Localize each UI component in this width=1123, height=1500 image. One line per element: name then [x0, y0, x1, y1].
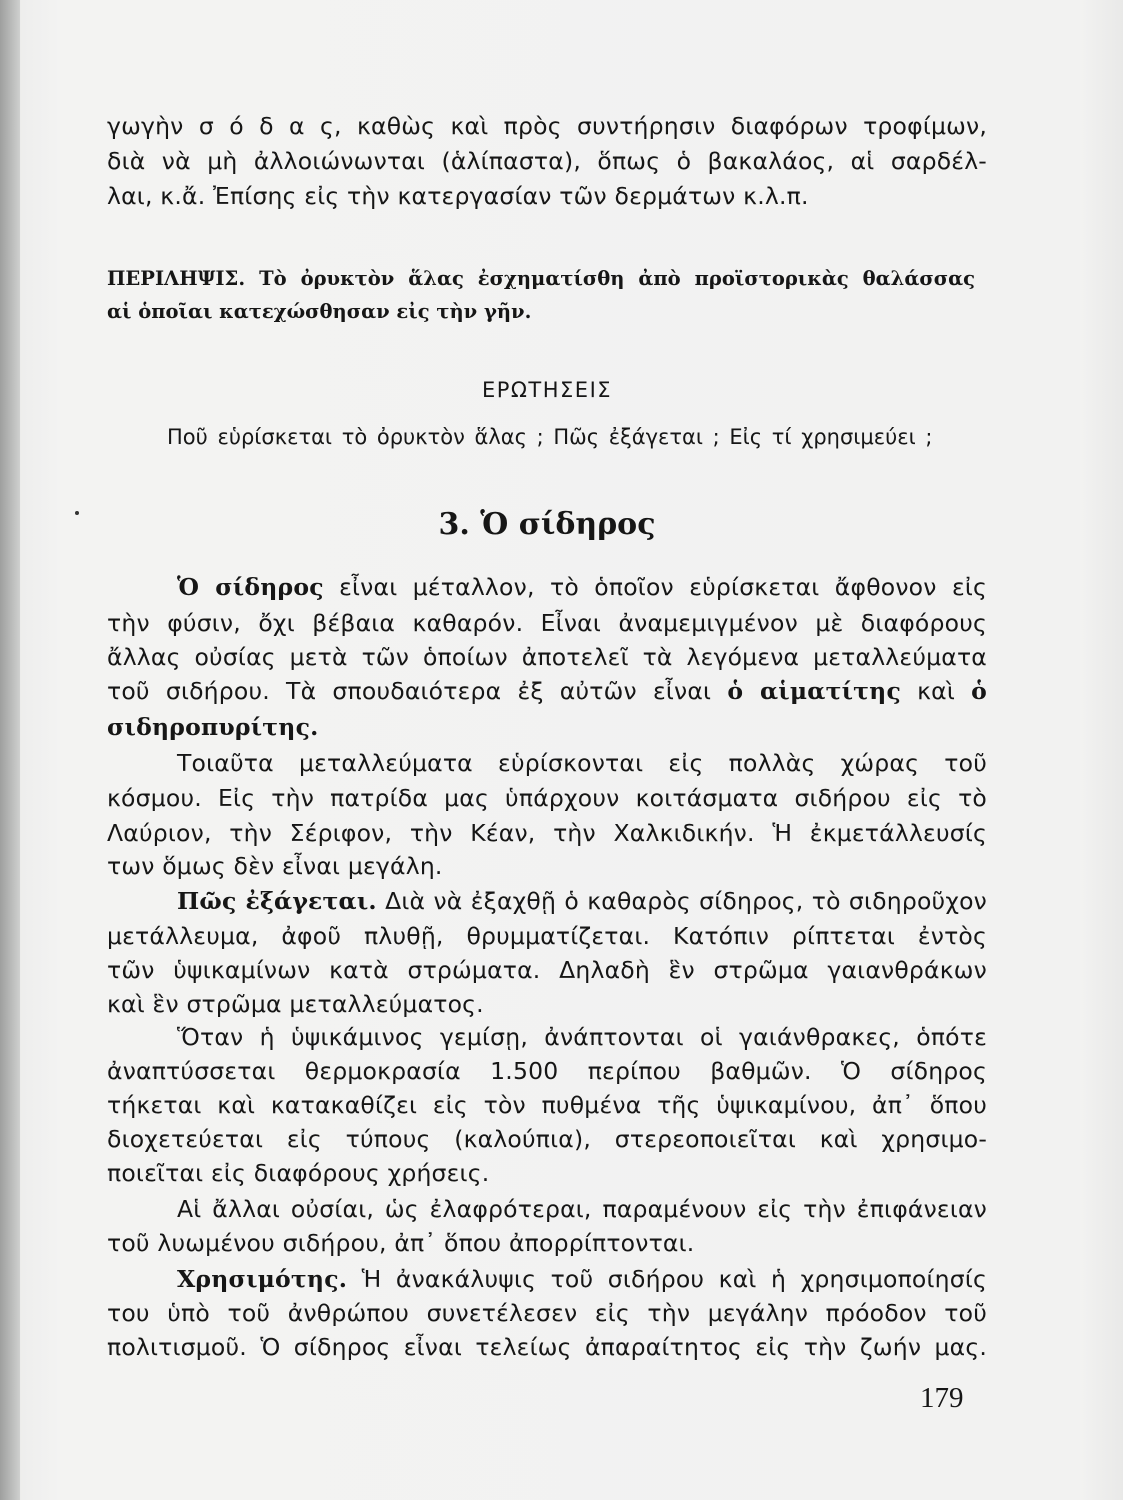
text-span: εἶναι μέταλλον, τὸ ὁποῖον εὑρίσκεται ἄφθονον εἰς — [339, 573, 988, 601]
text-line: Λαύριον, τὴν Σέριφον, τὴν Κέαν, τὴν Χαλκιδικήν. Ἡ ἐκμετάλλευσίς — [107, 819, 987, 847]
text-line: γωγὴν σ ό δ α ς, καθὼς καὶ πρὸς συντήρησιν διαφόρων τροφίμων, — [107, 112, 987, 140]
text-line: κόσμου. Εἰς τὴν πατρίδα μας ὑπάρχουν κοιτάσματα σιδήρου εἰς τὸ — [107, 784, 987, 812]
page-number: 179 — [920, 1382, 964, 1414]
text-line: καὶ ἓν στρῶμα μεταλλεύματος. — [107, 990, 484, 1018]
text-line: Αἱ ἄλλαι οὐσίαι, ὡς ἐλαφρότεραι, παραμένουν εἰς τὴν ἐπιφάνειαν — [177, 1195, 987, 1223]
summary-line — [107, 267, 975, 290]
text-line: πολιτισμοῦ. Ὁ σίδηρος εἶναι τελείως ἀπαραίτητος εἰς τὴν ζωήν μας. — [107, 1333, 987, 1361]
text-line: Τοιαῦτα μεταλλεύματα εὑρίσκονται εἰς πολλὰς χώρας τοῦ — [177, 749, 987, 777]
text-line: λαι, κ.ἄ. Ἐπίσης εἰς τὴν κατεργασίαν τῶν δερμάτων κ.λ.π. — [107, 182, 809, 210]
text-line: ἄλλας οὐσίας μετὰ τῶν ὁποίων ἀποτελεῖ τὰ λεγόμενα μεταλλεύματα — [107, 643, 987, 671]
text-span: Ἡ ἀνακάλυψις τοῦ σιδήρου καὶ ἡ χρησιμοποίησίς — [361, 1265, 987, 1293]
text-line: διὰ νὰ μὴ ἀλλοιώνωνται (ἁλίπαστα), ὅπως ὁ βακαλάος, αἱ σαρδέλ- — [107, 147, 987, 175]
text-span: καὶ — [917, 677, 956, 705]
text-line: τήκεται καὶ κατακαθίζει εἰς τὸν πυθμένα τῆς ὑψικαμίνου, ἀπ᾽ ὅπου — [107, 1091, 987, 1119]
book-gutter — [0, 0, 20, 1500]
questions-heading: ΕΡΩΤΗΣΕΙΣ — [481, 378, 613, 402]
text-line: τοῦ λυωμένου σιδήρου, ἀπ᾽ ὅπου ἀπορρίπτονται. — [107, 1229, 695, 1257]
text-line — [107, 677, 987, 705]
text-line — [177, 573, 987, 601]
bold-term: Ὁ σίδηρος — [177, 573, 324, 601]
summary-label: ΠΕΡΙΛΗΨΙΣ. — [107, 267, 246, 290]
chapter-title: 3. Ὁ σίδηρος — [438, 507, 656, 542]
ink-speck — [75, 511, 79, 515]
text-line: του ὑπὸ τοῦ ἀνθρώπου συνετέλεσεν εἰς τὴν μεγάλην πρόοδον τοῦ — [107, 1299, 987, 1327]
text-line: τὴν φύσιν, ὄχι βέβαια καθαρόν. Εἶναι ἀναμεμιγμένον μὲ διαφόρους — [107, 609, 987, 637]
text-line: ἀναπτύσσεται θερμοκρασία 1.500 περίπου βαθμῶν. Ὁ σίδηρος — [107, 1057, 987, 1085]
text-span: τοῦ σιδήρου. Τὰ σπουδαιότερα ἐξ αὐτῶν εἶναι — [107, 677, 712, 705]
text-line: των ὅμως δὲν εἶναι μεγάλη. — [107, 852, 443, 880]
text-line — [177, 1265, 987, 1293]
bold-term: ὁ — [971, 677, 988, 705]
text-line: Ὅταν ἡ ὑψικάμινος γεμίσῃ, ἀνάπτονται οἱ γαιάνθρακες, ὁπότε — [177, 1023, 987, 1051]
text-line: ποιεῖται εἰς διαφόρους χρήσεις. — [107, 1159, 490, 1187]
text-line — [107, 713, 987, 741]
bold-term: ὁ αἱματίτης — [727, 677, 901, 705]
text-span: Διὰ νὰ ἐξαχθῇ ὁ καθαρὸς σίδηρος, τὸ σιδηροῦχον — [385, 887, 988, 915]
bold-term: Χρησιμότης. — [177, 1265, 348, 1293]
summary-text: Τὸ ὀρυκτὸν ἅλας ἐσχηματίσθη ἀπὸ προϊστορικὰς θαλάσσας — [259, 267, 975, 290]
text-line: διοχετεύεται εἰς τύπους (καλούπια), στερεοποιεῖται καὶ χρησιμο- — [107, 1125, 987, 1153]
summary-line: αἱ ὁποῖαι κατεχώσθησαν εἰς τὴν γῆν. — [107, 300, 532, 323]
bold-term: σιδηροπυρίτης. — [107, 713, 319, 741]
text-line: μετάλλευμα, ἀφοῦ πλυθῇ, θρυμματίζεται. Κατόπιν ρίπτεται ἐντὸς — [107, 922, 987, 950]
questions-text: Ποῦ εὑρίσκεται τὸ ὀρυκτὸν ἅλας ; Πῶς ἐξάγεται ; Εἰς τί χρησιμεύει ; — [167, 425, 933, 449]
text-line — [177, 887, 987, 915]
text-line: τῶν ὑψικαμίνων κατὰ στρώματα. Δηλαδὴ ἓν στρῶμα γαιανθράκων — [107, 956, 987, 984]
bold-term: Πῶς ἐξάγεται. — [177, 887, 377, 915]
